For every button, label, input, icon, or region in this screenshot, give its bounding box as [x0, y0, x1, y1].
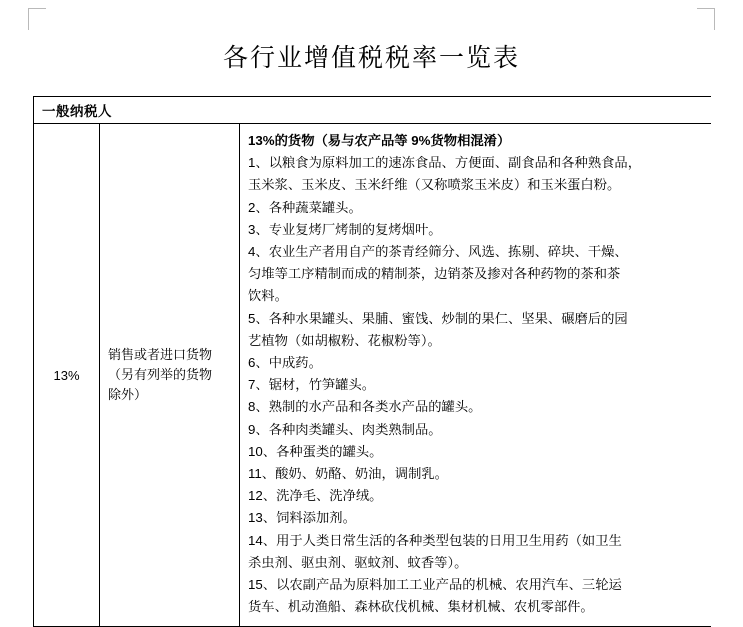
table-row [34, 124, 712, 627]
description-line: 15、以农副产品为原料加工工业产品的机械、农用汽车、三轮运 [248, 577, 622, 593]
description-line: 1、以粮食为原料加工的速冻食品、方便面、副食品和各种熟食品， [248, 155, 642, 171]
description-line: 6、中成药。 [248, 355, 322, 371]
page-margin-mark-top-left-horizontal [28, 8, 46, 9]
description-line: 玉米浆、玉米皮、玉米纤维（又称喷浆玉米皮）和玉米蛋白粉。 [248, 177, 621, 193]
page-margin-mark-top-right [700, 8, 715, 30]
tax-item-line: （另有列举的货物 [108, 367, 213, 383]
tax-rate-table-container [33, 96, 711, 627]
tax-item-line: 销售或者进口货物 [108, 347, 213, 363]
page-title: 各行业增值税税率一览表 [222, 45, 520, 72]
description-line: 11、酸奶、奶酪、奶油，调制乳。 [248, 466, 448, 482]
description-line: 2、各种蔬菜罐头。 [248, 199, 362, 215]
description-line: 9、各种肉类罐头、肉类熟制品。 [248, 421, 442, 437]
description-line: 3、专业复烤厂烤制的复烤烟叶。 [248, 221, 442, 237]
tax-item-cell [100, 124, 240, 627]
description-line: 匀堆等工序精制而成的精制茶，边销茶及掺对各种药物的茶和茶 [248, 266, 621, 282]
description-line: 8、熟制的水产品和各类水产品的罐头。 [248, 399, 482, 415]
page-margin-mark-top-right-horizontal [697, 8, 715, 9]
description-line: 7、锯材，竹笋罐头。 [248, 377, 376, 393]
description-line: 12、洗净毛、洗净绒。 [248, 488, 383, 504]
table-header-row [34, 97, 712, 124]
description-line: 14、用于人类日常生活的各种类型包装的日用卫生用药（如卫生 [248, 532, 622, 548]
description-line: 13、饲料添加剂。 [248, 510, 356, 526]
taxpayer-type-header: 一般纳税人 [34, 97, 712, 124]
page-margin-mark-top-left [28, 8, 43, 30]
tax-description-cell [240, 124, 712, 627]
tax-rate-table [33, 96, 711, 627]
description-line: 杀虫剂、驱虫剂、驱蚊剂、蚊香等）。 [248, 554, 468, 570]
description-line: 饮料。 [248, 288, 288, 304]
description-line: 4、农业生产者用自产的茶青经筛分、风选、拣剔、碎块、干燥、 [248, 244, 628, 260]
description-line: 5、各种水果罐头、果脯、蜜饯、炒制的果仁、坚果、碾磨后的园 [248, 310, 628, 326]
description-line: 货车、机动渔船、森林砍伐机械、集材机械、农机零部件。 [248, 599, 594, 615]
description-line: 10、各种蛋类的罐头。 [248, 443, 383, 459]
description-line: 艺植物（如胡椒粉、花椒粉等）。 [248, 332, 441, 348]
tax-rate-cell: 13% [34, 124, 100, 627]
tax-item-line: 除外） [108, 387, 148, 403]
description-title: 13%的货物（易与农产品等 9%货物相混淆） [248, 133, 511, 148]
